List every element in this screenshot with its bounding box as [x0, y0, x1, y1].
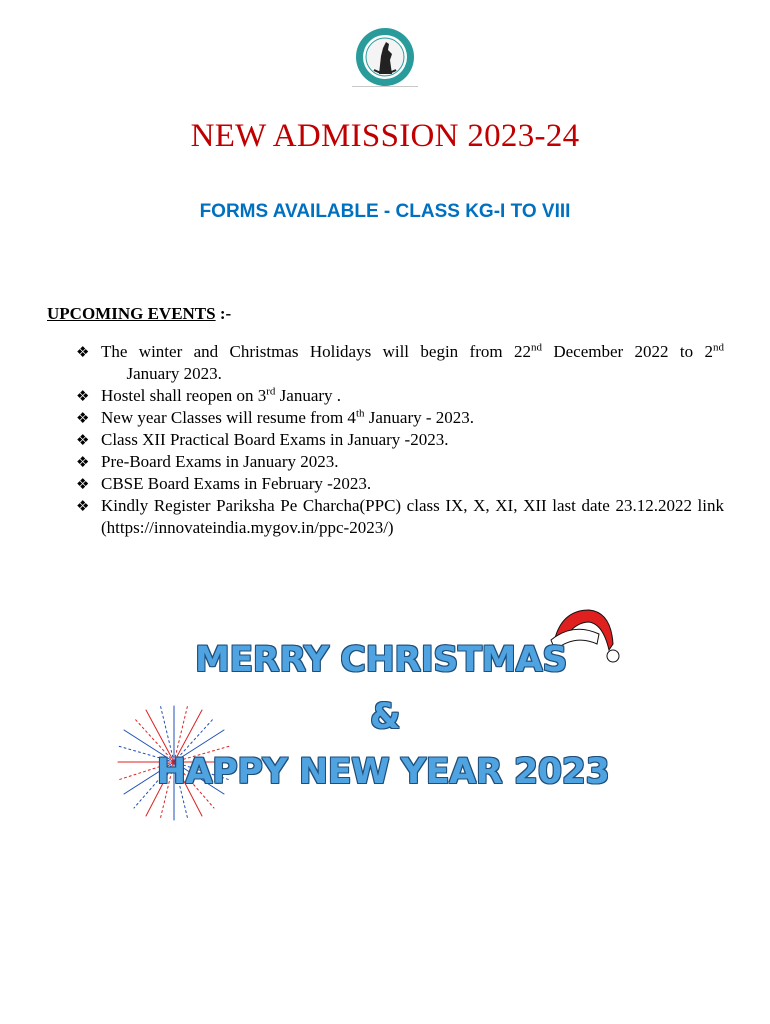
diamond-star-bullet-icon: ❖ — [76, 343, 90, 361]
diamond-star-bullet-icon: ❖ — [76, 475, 90, 493]
list-item — [76, 451, 724, 473]
diamond-star-bullet-icon: ❖ — [76, 431, 90, 449]
diamond-star-bullet-icon: ❖ — [76, 409, 90, 427]
school-logo — [352, 26, 418, 92]
event-text: Pre-Board Exams in January 2023. — [101, 452, 339, 471]
diamond-star-bullet-icon: ❖ — [76, 497, 90, 515]
event-text: The winter and Christmas Holidays will begin from 22 — [101, 342, 531, 361]
diamond-star-bullet-icon: ❖ — [76, 453, 90, 471]
event-text: January . — [275, 386, 342, 405]
greeting-line-new-year: HAPPY NEW YEAR 2023 — [156, 752, 610, 792]
page-title: NEW ADMISSION 2023-24 — [190, 118, 580, 154]
list-item — [76, 495, 724, 539]
logo-underline — [352, 86, 418, 87]
diamond-star-bullet-icon: ❖ — [76, 387, 90, 405]
event-text: CBSE Board Exams in February -2023. — [101, 474, 372, 493]
event-text: January 2023. — [101, 364, 222, 383]
list-item — [76, 429, 724, 451]
page-subtitle: FORMS AVAILABLE - CLASS KG-I TO VIII — [199, 201, 571, 222]
event-text: Hostel shall reopen on 3 — [101, 386, 267, 405]
events-heading-label: UPCOMING EVENTS — [47, 304, 216, 323]
event-text: Kindly Register Pariksha Pe Charcha(PPC) class IX, X, XI, XII last date 23.12.2022 link (https://innovateindia.mygov.in/ppc-2023/) — [101, 496, 724, 537]
events-heading — [47, 304, 231, 324]
event-superscript: th — [355, 407, 365, 420]
greeting-line-ampersand: & — [369, 697, 401, 737]
event-text: January - 2023. — [364, 408, 475, 427]
event-superscript: rd — [266, 385, 276, 398]
event-text: December 2022 to 2 — [541, 342, 713, 361]
list-item — [76, 385, 724, 407]
list-item — [76, 473, 724, 495]
event-superscript: nd — [713, 341, 724, 354]
events-list — [76, 341, 724, 539]
greeting-line-christmas: MERRY CHRISTMAS — [195, 640, 567, 680]
event-text: Class XII Practical Board Exams in January -2023. — [101, 430, 449, 449]
list-item — [76, 407, 724, 429]
events-heading-suffix: :- — [215, 304, 232, 323]
event-superscript: nd — [530, 341, 542, 354]
list-item — [76, 341, 724, 385]
event-text: New year Classes will resume from 4 — [101, 408, 356, 427]
